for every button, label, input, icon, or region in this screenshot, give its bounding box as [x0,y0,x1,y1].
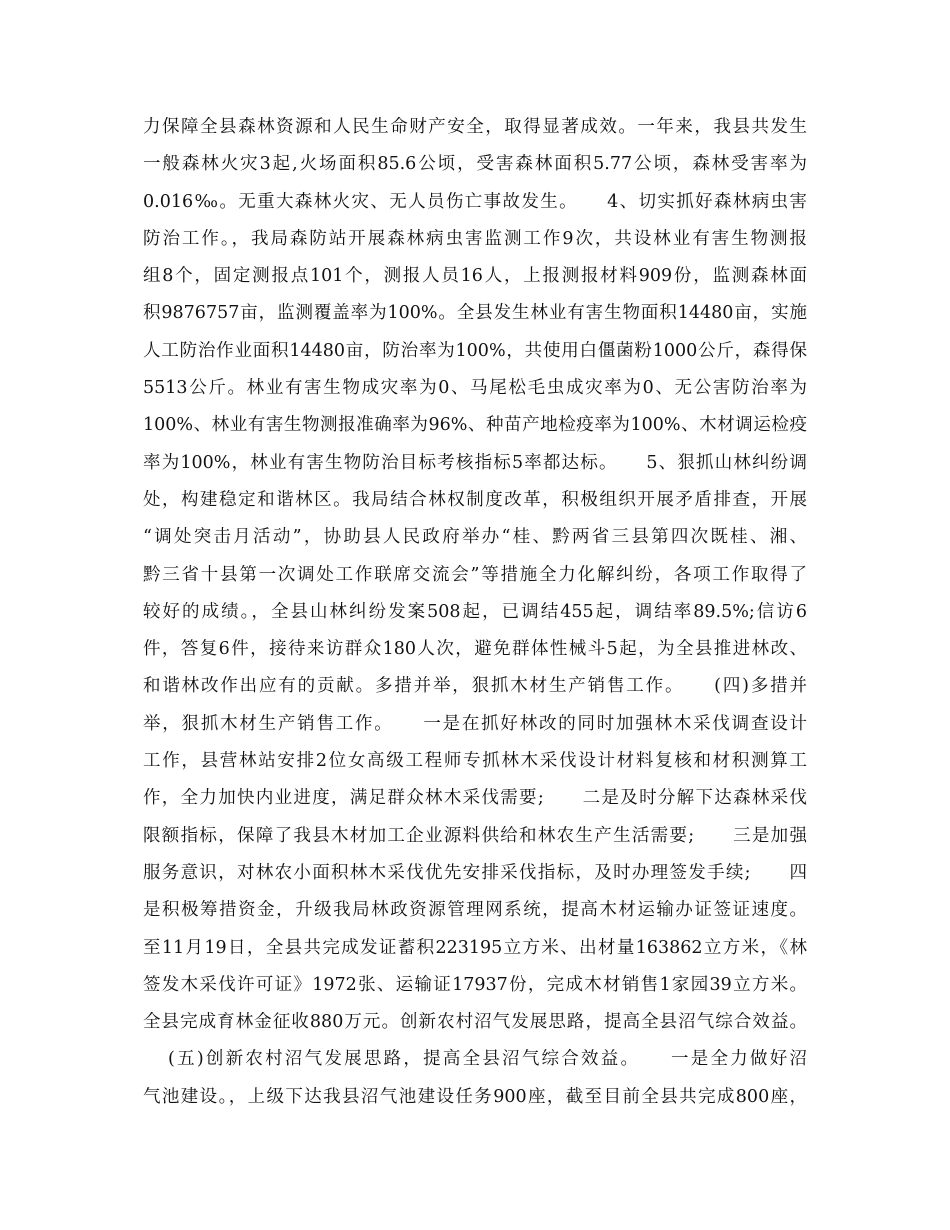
text-line: 较好的成绩。，全县山林纠纷发案508起，已调结455起，调结率89.5%;信访6 [143,601,807,622]
text-line: 力保障全县森林资源和人民生命财产安全，取得显著成效。一年来，我县共发生 [143,117,807,137]
text-line: 0.016‰。无重大森林火灾、无人员伤亡事故发生。 4、切实抓好森林病虫害 [143,191,807,212]
text-line: 工作，县营林站安排2位女高级工程师专抓林木采伐设计材料复核和材积测算工 [143,751,807,772]
text-line: 积9876757亩，监测覆盖率为100%。全县发生林业有害生物面积14480亩，实施 [143,303,807,324]
text-line: 处，构建稳定和谐林区。我局结合林权制度改革，积极组织开展矛盾排查，开展 [143,489,807,510]
text-line: 举，狠抓木材生产销售工作。 一是在抓好林改的同时加强林木采伐调查设计 [143,713,807,734]
text-line: 至11月19日，全县共完成发证蓄积223195立方米、出材量163862立方米，《林 [143,937,807,958]
text-line: 签发木采伐许可证》1972张、运输证17937份，完成木材销售1家园39立方米。 [143,974,807,995]
text-line: 作，全力加快内业进度，满足群众林木采伐需要; 二是及时分解下达森林采伐 [143,788,807,809]
text-line: 人工防治作业面积14480亩，防治率为100%，共使用白僵菌粉1000公斤，森得保 [143,340,807,361]
text-line: 和谐林改作出应有的贡献。多措并举，狠抓木材生产销售工作。 (四)多措并 [143,676,807,697]
text-line: (五)创新农村沼气发展思路，提高全县沼气综合效益。 一是全力做好沼 [168,1049,807,1070]
text-line: 防治工作。，我局森防站开展森林病虫害监测工作9次，共设林业有害生物测报 [143,228,807,249]
text-line: 100%、林业有害生物测报准确率为96%、种苗产地检疫率为100%、木材调运检疫 [143,415,807,436]
text-line: 5513公斤。林业有害生物成灾率为0、马尾松毛虫成灾率为0、无公害防治率为 [143,378,807,399]
text-line: 全县完成育林金征收880万元。创新农村沼气发展思路，提高全县沼气综合效益。 [143,1012,807,1033]
text-line: 限额指标，保障了我县木材加工企业源料供给和林农生产生活需要; 三是加强 [143,825,807,846]
text-line: 组8个，固定测报点101个，测报人员16人，上报测报材料909份，监测森林面 [143,266,807,287]
body-text [143,109,807,1116]
text-line: 黔三省十县第一次调处工作联席交流会”等措施全力化解纠纷，各项工作取得了 [143,564,807,585]
text-line: 件，答复6件，接待来访群众180人次，避免群体性械斗5起，为全县推进林改、 [143,639,807,660]
text-line: “调处突击月活动”，协助县人民政府举办“桂、黔两省三县第四次既桂、湘、 [143,527,807,548]
text-line: 一般森林火灾3起,火场面积85.6公顷，受害森林面积5.77公顷，森林受害率为 [143,154,807,175]
text-line: 气池建设。，上级下达我县沼气池建设任务900座，截至目前全县共完成800座， [143,1086,807,1107]
text-line: 服务意识，对林农小面积林木采伐优先安排采伐指标，及时办理签发手续; 四 [143,862,807,883]
text-line: 是积极筹措资金，升级我局林政资源管理网系统，提高木材运输办证签证速度。 [143,900,807,921]
text-line: 率为100%，林业有害生物防治目标考核指标5率都达标。 5、狠抓山林纠纷调 [143,452,807,473]
